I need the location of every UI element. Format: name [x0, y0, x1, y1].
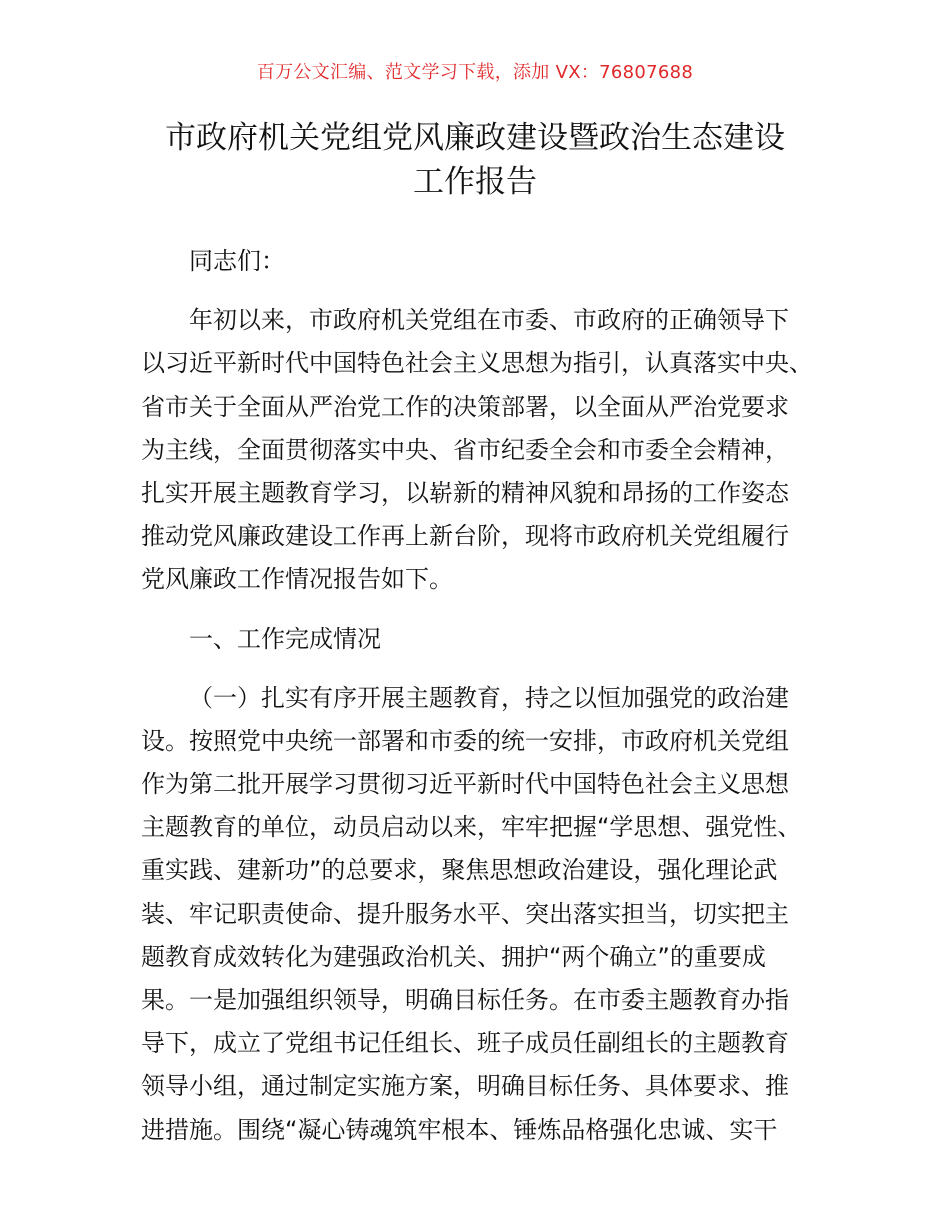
paragraph-line: 年初以来，市政府机关党组在市委、市政府的正确领导下 [189, 306, 789, 335]
paragraph-line: 进措施。围绕“凝心铸魂筑牢根本、锤炼品格强化忠诚、实干 [141, 1115, 778, 1144]
paragraph-line: 装、牢记职责使命、提升服务水平、突出落实担当，切实把主 [141, 899, 789, 928]
paragraph-line: 设。按照党中央统一部署和市委的统一安排，市政府机关党组 [141, 726, 789, 755]
paragraph-gap [141, 602, 817, 618]
paragraph-line: 以习近平新时代中国特色社会主义思想为指引，认真落实中央、 [141, 349, 813, 378]
paragraph-line: 推动党风廉政建设工作再上新台阶，现将市政府机关党组履行 [141, 522, 789, 551]
title-line-1: 市政府机关党组党风廉政建设暨政治生态建设 [165, 120, 785, 156]
document-body [141, 240, 817, 1152]
paragraph-line: 题教育成效转化为建强政治机关、拥护“两个确立”的重要成 [141, 942, 766, 971]
salutation: 同志们： [189, 247, 285, 275]
paragraph-line: 作为第二批开展学习贯彻习近平新时代中国特色社会主义思想 [141, 770, 789, 799]
header-notice: 百万公文汇编、范文学习下载，添加 VX：76807688 [256, 62, 694, 83]
paragraph-line: 主题教育的单位，动员启动以来，牢牢把握“学思想、强党性、 [141, 813, 802, 842]
document-title [60, 116, 890, 204]
paragraph-line: 省市关于全面从严治党工作的决策部署，以全面从严治党要求 [141, 392, 789, 421]
paragraph-2 [141, 677, 817, 1152]
paragraph-line: 果。一是加强组织领导，明确目标任务。在市委主题教育办指 [141, 986, 789, 1014]
paragraph-line: 重实践、建新功”的总要求，聚焦思想政治建设，强化理论武 [141, 856, 778, 885]
section-heading: 一、工作完成情况 [189, 624, 381, 653]
paragraph-line: 为主线，全面贯彻落实中央、省市纪委全会和市委全会精神， [141, 435, 789, 464]
paragraph-line: 扎实开展主题教育学习，以崭新的精神风貌和昂扬的工作姿态 [141, 478, 789, 507]
paragraph-gap [141, 283, 817, 299]
paragraph-line: 领导小组，通过制定实施方案，明确目标任务、具体要求、推 [141, 1072, 789, 1101]
paragraph-line: 导下，成立了党组书记任组长、班子成员任副组长的主题教育 [141, 1029, 789, 1058]
paragraph-line: 党风廉政工作情况报告如下。 [141, 565, 453, 594]
paragraph-1 [141, 299, 817, 601]
paragraph-gap [141, 661, 817, 677]
paragraph-line: （一）扎实有序开展主题教育，持之以恒加强党的政治建 [189, 683, 789, 712]
title-line-2: 工作报告 [413, 164, 537, 200]
